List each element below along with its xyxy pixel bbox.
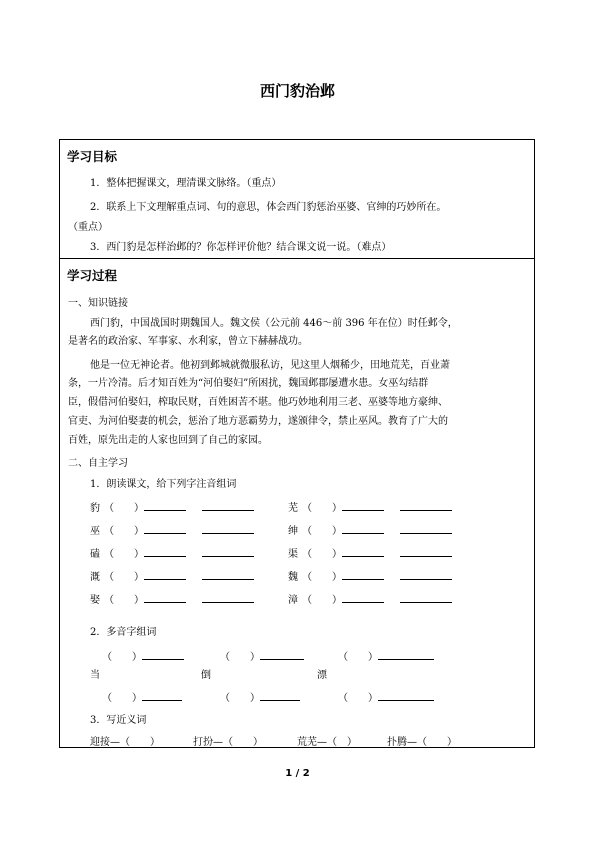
polyphone-blank[interactable]: （ ） — [102, 690, 182, 705]
target-char: 绅 — [288, 526, 298, 537]
phonetic-item[interactable] — [90, 500, 254, 515]
target-char: 魏 — [288, 572, 298, 583]
word-blank[interactable] — [144, 500, 186, 511]
word-blank[interactable] — [202, 592, 254, 603]
word-blank[interactable] — [400, 546, 452, 557]
polyphone-blank[interactable]: （ ） — [220, 649, 304, 664]
phonetic-item[interactable] — [288, 500, 452, 515]
pinyin-blank[interactable]: （ ） — [302, 503, 342, 514]
target-char: 芜 — [288, 503, 298, 514]
paragraph-line: 官吏、为河伯娶妻的机会，惩治了地方恶霸势力，遂颁律令，禁止巫风。教育了广大的 — [68, 416, 448, 427]
word-blank[interactable] — [342, 523, 384, 534]
goal-item: 1．整体把握课文，理清课文脉络。（重点） — [90, 178, 282, 189]
paragraph-line: 臣，假借河伯娶妇，榨取民财，百姓困苦不堪。他巧妙地利用三老、巫婆等地方豪绅、 — [68, 397, 448, 408]
polyphone-blank[interactable]: （ ） — [102, 649, 184, 664]
pinyin-blank[interactable]: （ ） — [302, 595, 342, 606]
polyphone-char: 倒 — [201, 670, 211, 681]
word-blank[interactable] — [144, 569, 186, 580]
polyphone-blank[interactable]: （ ） — [338, 690, 434, 705]
task-phonetics: 1．朗读课文，给下列字注音组词 — [90, 479, 237, 490]
word-blank[interactable] — [400, 500, 452, 511]
learning-goals-box — [59, 139, 535, 259]
polyphone-blank[interactable]: （ ） — [220, 690, 300, 705]
goal-item: 3．西门豹是怎样治邺的？你怎样评价他？结合课文说一说。（难点） — [90, 242, 392, 253]
polyphone-blank[interactable]: （ ） — [338, 649, 434, 664]
pinyin-blank[interactable]: （ ） — [104, 549, 144, 560]
word-blank[interactable] — [342, 546, 384, 557]
word-blank[interactable] — [202, 569, 254, 580]
word-blank[interactable] — [144, 546, 186, 557]
phonetic-item[interactable] — [288, 569, 452, 584]
paragraph-line: 百姓，原先出走的人家也回到了自己的家园。 — [68, 435, 268, 446]
word-blank[interactable] — [202, 500, 254, 511]
section-knowledge-link: 一、知识链接 — [68, 298, 128, 309]
polyphone-char: 当 — [90, 670, 100, 681]
word-blank[interactable] — [400, 569, 452, 580]
synonym-item[interactable]: 荒芜—（ ） — [297, 737, 357, 748]
phonetic-item[interactable] — [90, 592, 254, 607]
word-blank[interactable] — [400, 592, 452, 603]
target-char: 娶 — [90, 595, 100, 606]
polyphone-char: 漂 — [317, 670, 327, 681]
phonetic-item[interactable] — [288, 523, 452, 538]
process-heading: 学习过程 — [67, 268, 118, 283]
word-blank[interactable] — [144, 523, 186, 534]
target-char: 豹 — [90, 503, 100, 514]
word-blank[interactable] — [342, 500, 384, 511]
target-char: 漳 — [288, 595, 298, 606]
pinyin-blank[interactable]: （ ） — [302, 526, 342, 537]
phonetic-item[interactable] — [90, 569, 254, 584]
goal-item: 2．联系上下文理解重点词、句的意思，体会西门豹惩治巫婆、官绅的巧妙所在。 — [90, 202, 447, 213]
target-char: 巫 — [90, 526, 100, 537]
word-blank[interactable] — [202, 523, 254, 534]
synonym-item[interactable]: 迎接—（ ） — [90, 737, 160, 748]
paragraph-line: 条，一片冷清。后才知百姓为“河伯娶妇”所困扰，魏国邺郡屡遭水患。女巫勾结群 — [68, 378, 429, 389]
pinyin-blank[interactable]: （ ） — [104, 526, 144, 537]
word-blank[interactable] — [144, 592, 186, 603]
phonetic-item[interactable] — [90, 546, 254, 561]
phonetic-item[interactable] — [288, 592, 452, 607]
word-blank[interactable] — [400, 523, 452, 534]
synonym-item[interactable]: 打扮—（ ） — [193, 737, 263, 748]
page-title: 西门豹治邺 — [259, 82, 335, 100]
pinyin-blank[interactable]: （ ） — [302, 549, 342, 560]
learning-process-box — [59, 258, 535, 748]
word-blank[interactable] — [342, 592, 384, 603]
word-blank[interactable] — [342, 569, 384, 580]
pinyin-blank[interactable]: （ ） — [104, 503, 144, 514]
pinyin-blank[interactable]: （ ） — [104, 572, 144, 583]
phonetic-item[interactable] — [288, 546, 452, 561]
pinyin-blank[interactable]: （ ） — [302, 572, 342, 583]
paragraph-line: 他是一位无神论者。他初到邺城就微服私访，见这里人烟稀少，田地荒芜，百业萧 — [90, 360, 450, 371]
page-number: 1 / 2 — [285, 768, 310, 779]
target-char: 渠 — [288, 549, 298, 560]
goals-heading: 学习目标 — [67, 149, 118, 164]
section-self-study: 二、自主学习 — [68, 458, 128, 469]
pinyin-blank[interactable]: （ ） — [104, 595, 144, 606]
target-char: 磕 — [90, 549, 100, 560]
synonym-item[interactable]: 扑腾—（ ） — [387, 737, 457, 748]
goal-item: （重点） — [68, 222, 108, 233]
paragraph-line: 西门豹，中国战国时期魏国人。魏文侯（公元前 446～前 396 年在位）时任邺令， — [90, 318, 458, 329]
phonetic-item[interactable] — [90, 523, 254, 538]
word-blank[interactable] — [202, 546, 254, 557]
paragraph-line: 是著名的政治家、军事家、水利家，曾立下赫赫战功。 — [68, 336, 308, 347]
target-char: 溉 — [90, 572, 100, 583]
task-polyphones: 2．多音字组词 — [90, 627, 157, 638]
task-synonyms: 3．写近义词 — [90, 715, 147, 726]
